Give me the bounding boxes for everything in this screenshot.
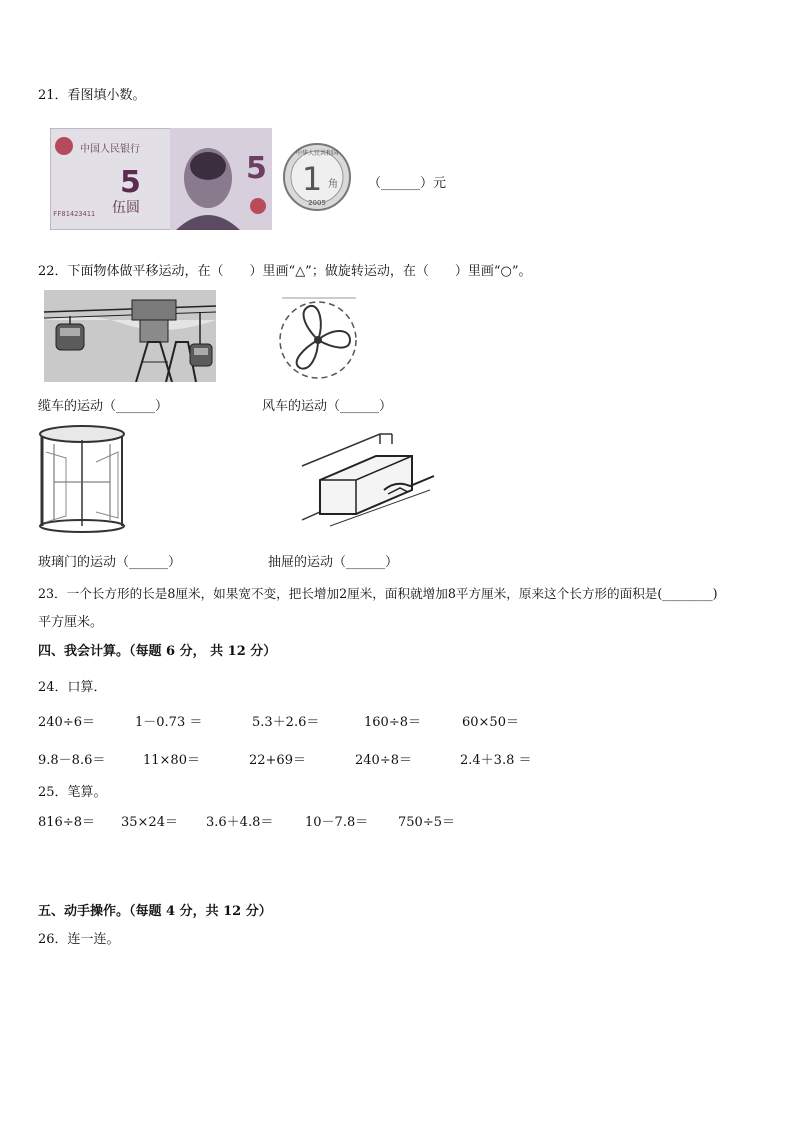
drawer-label: 抽屉的运动（______）	[268, 555, 399, 570]
national-emblem-icon	[55, 137, 73, 155]
banknote-denomination-right: 5	[246, 151, 267, 186]
q23-line1: 23．一个长方形的长是8厘米，如果宽不变，把长增加2厘米，面积就增加8平方厘米，原来这个长方形的面积是(________)	[38, 586, 718, 601]
banknote-denomination: 5	[120, 165, 141, 200]
q21-answer-blank[interactable]: （______）元	[368, 176, 447, 191]
banknote-serial: FF81423411	[53, 210, 96, 218]
q23-line2: 平方厘米。	[38, 615, 104, 630]
coin-year: 2005	[308, 199, 326, 207]
banknote-bank-text: 中国人民银行	[80, 144, 140, 155]
q26-title: 26．连一连。	[38, 932, 120, 947]
coin-rim-text: 中华人民共和国	[295, 150, 339, 157]
q24-problem: 1－0.73 ＝	[135, 715, 203, 730]
section4-heading: 四、我会计算。（每题 6 分， 共 12 分）	[38, 644, 277, 659]
q24-problem: 11×80＝	[143, 753, 200, 768]
banknote-chinese-amount: 伍圆	[112, 200, 140, 216]
coin-value: 1	[301, 160, 323, 198]
q25-problem: 3.6＋4.8＝	[206, 815, 274, 830]
revolving-door-image	[36, 422, 128, 534]
coin-unit: 角	[328, 179, 338, 190]
q24-problem: 5.3＋2.6＝	[252, 715, 320, 730]
pinwheel-fan-image	[274, 296, 364, 382]
q24-problem: 240÷6＝	[38, 715, 95, 730]
pinwheel-label: 风车的运动（______）	[262, 399, 393, 414]
q24-title: 24．口算．	[38, 680, 107, 695]
q24-problem: 60×50＝	[462, 715, 519, 730]
cable-car-image	[44, 290, 216, 382]
q25-title: 25．笔算。	[38, 785, 107, 800]
q22-title: 22．下面物体做平移运动，在（ ）里画“△”；做旋转运动，在（ ）里画“○”。	[38, 264, 532, 279]
q24-problem: 22+69＝	[249, 753, 306, 768]
section5-heading: 五、动手操作。（每题 4 分，共 12 分）	[38, 904, 272, 919]
drawer-image	[300, 430, 440, 534]
q25-problem: 10－7.8＝	[305, 815, 369, 830]
q24-problem: 240÷8＝	[355, 753, 412, 768]
q24-problem: 9.8－8.6＝	[38, 753, 106, 768]
cable-car-label: 缆车的运动（______）	[38, 399, 169, 414]
glass-door-label: 玻璃门的运动（______）	[38, 555, 182, 570]
banknote-image	[50, 128, 272, 230]
q25-problem: 35×24＝	[121, 815, 178, 830]
q24-problem: 2.4＋3.8 ＝	[460, 753, 532, 768]
q21-title: 21．看图填小数。	[38, 88, 146, 103]
q25-problem: 750÷5＝	[398, 815, 455, 830]
q25-problem: 816÷8＝	[38, 815, 95, 830]
coin-image	[282, 142, 352, 212]
q24-problem: 160÷8＝	[364, 715, 421, 730]
